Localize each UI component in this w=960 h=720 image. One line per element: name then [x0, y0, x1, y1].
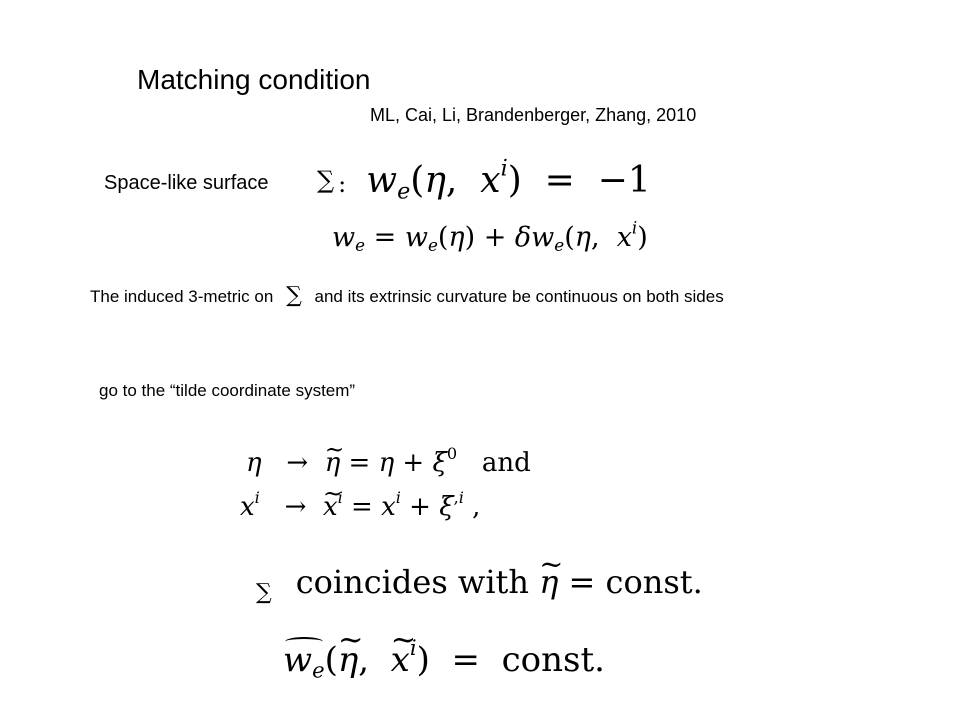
induced-text-before: The induced 3-metric on: [90, 287, 274, 306]
equation-perturbation: $w_e = w_e(\eta) + \delta w_e(\eta$, $x^i$): [332, 217, 648, 256]
tilde-system-text: go to the “tilde coordinate system”: [99, 381, 356, 400]
slide-title: Matching condition: [137, 64, 371, 95]
equation-surface-condition: ∑ : $w_e(\eta$, $x^i) = -1$: [317, 155, 651, 205]
equation-final: $w_e(\sim$ η, ~ $x^i$) = const.: [283, 640, 605, 680]
sigma-symbol: ∑: [286, 283, 302, 308]
induced-text-after: and its extrinsic curvature be continuous on both sides: [314, 287, 724, 306]
equation-coincides: ∑ coincides with ~ η = const.: [256, 563, 703, 601]
equation-x-transform: $x^i$ → ~ $x^i = x^i + \xi^{,i}$ ,: [240, 492, 480, 522]
equation-eta-transform: η → ~ $\eta = \eta + \xi^0$ and: [246, 448, 531, 478]
citation: ML, Cai, Li, Brandenberger, Zhang, 2010: [370, 105, 697, 125]
induced-metric-text: [90, 283, 724, 308]
surface-label: Space-like surface: [104, 172, 269, 194]
